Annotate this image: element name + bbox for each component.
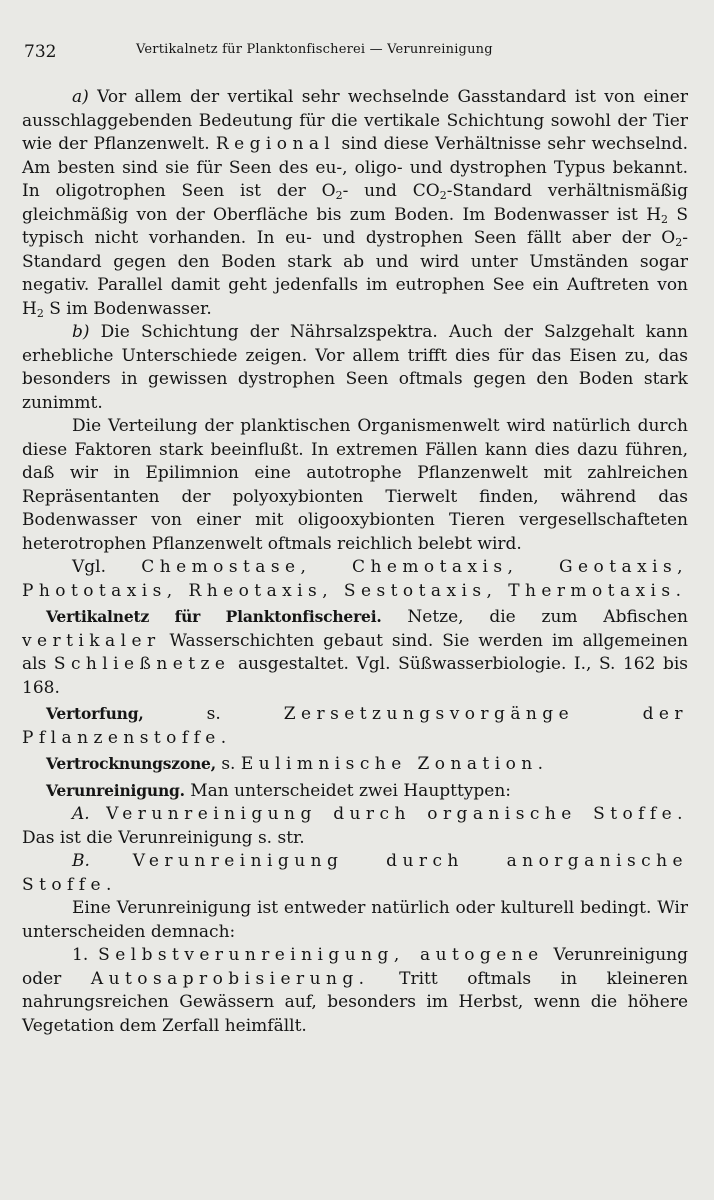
text: -Standard verhältnismäßig gleichmäßig von der Oberfläche bis zum Boden. Im Bodenwasser ist H xyxy=(22,181,688,225)
vgl-prefix: Vgl. xyxy=(72,557,142,577)
text: Verunreinigung oder xyxy=(22,945,688,989)
text: S im Bodenwasser. xyxy=(43,298,212,319)
spaced-term: Eulimnische Zonation. xyxy=(240,754,549,774)
text: -Standard gegen den Boden stark ab und wird unter Umständen sogar negativ. Parallel damit geht jedenfalls im eutrophen See ein Auftreten von H xyxy=(22,228,688,319)
subscript: 2 xyxy=(439,189,447,202)
text: Netze, die zum Abfischen xyxy=(381,607,688,627)
subscript: 2 xyxy=(675,236,683,249)
type-a xyxy=(22,803,688,850)
paragraph-verteilung: Die Verteilung der planktischen Organismenwelt wird natürlich durch diese Faktoren stark beeinflußt. In extremen Fällen kann dies dazu führen, daß wir in Epilimnion eine autotrophe Pflanzenwelt mit zahlreichen Repräsentanten der polyoxybionten Tierwelt finden, während das Bodenwasser von einer mit oligooxybionten Tieren vergesellschafteten heterotrophen Pflanzenwelt oftmals reichlich belebt wird. xyxy=(22,416,688,554)
entry-term: Verunreinigung. xyxy=(46,780,185,800)
text: S typisch nicht vorhanden. In eu- und dystrophen Seen fällt aber der O xyxy=(22,204,688,248)
spaced-term: Verunreinigung durch organische Stoffe. xyxy=(89,804,688,824)
subscript: 2 xyxy=(36,306,44,320)
entry-verunreinigung xyxy=(22,779,688,804)
text: Die Schichtung der Nährsalzspektra. Auch der Salzgehalt kann erhebliche Unterschiede zeigen. Vor allem trifft dies für das Eisen zu, das besonders in gewissen dystrophen Seen oftmals gegen den Boden stark zunimmt. xyxy=(22,322,688,413)
paragraph-b xyxy=(22,321,688,415)
type-b xyxy=(22,850,688,897)
spaced-term: Zersetzungsvorgänge der Pflanzenstoffe. xyxy=(22,704,688,748)
text: Vor allem der vertikal sehr wechselnde Gasstandard ist von einer ausschlaggebenden Bedeutung für die vertikale Schichtung sowohl der Tier wie der Pflanzenwelt. xyxy=(22,87,688,154)
text: Wasserschichten gebaut sind. Sie werden im allgemeinen als xyxy=(22,630,688,674)
text: Man unterscheidet zwei Haupttypen: xyxy=(184,780,512,801)
spaced-term: Verunreinigung durch anorganische Stoffe. xyxy=(22,851,688,895)
spaced-term: Regional xyxy=(215,134,336,154)
text: s. xyxy=(215,754,241,774)
subscript: 2 xyxy=(661,212,669,226)
text: sind diese Verhältnisse sehr wechselnd. Am besten sind sie für Seen des eu-, oligo- und dystrophen Typus bekannt. In oligotrophen Seen ist der O xyxy=(22,134,688,201)
spaced-term: Selbstverunreinigung, autogene xyxy=(98,945,544,965)
spaced-term: Autosaprobisierung. xyxy=(90,968,370,989)
entry-term: Vertrocknungszone, xyxy=(46,754,216,773)
entry-vertikalnetz xyxy=(22,605,688,700)
subscript: 2 xyxy=(335,189,343,202)
page-header xyxy=(24,38,686,68)
spaced-term: Schließnetze xyxy=(53,654,231,674)
page-number: 732 xyxy=(24,42,57,62)
text: ausgestaltet. Vgl. Süßwasserbiologie. I., S. 162 bis 168. xyxy=(22,654,689,698)
entry-term: Vertikalnetz für Planktonfischerei. xyxy=(46,607,382,626)
type-label-b: B. xyxy=(72,851,90,871)
page-body xyxy=(22,86,688,1038)
type-label-a: A. xyxy=(72,804,90,824)
text: Tritt oftmals in kleineren nahrungsreichen Gewässern auf, besonders im Herbst, wenn die höhere Vegetation dem Zerfall heimfällt. xyxy=(22,968,688,1036)
entry-vertrocknungszone xyxy=(22,752,688,777)
paragraph-vgl xyxy=(22,556,688,603)
paragraph-a xyxy=(22,86,688,321)
text: s. xyxy=(143,704,284,724)
item-label-a: a) xyxy=(72,87,89,107)
entry-term: Vertorfung, xyxy=(46,704,144,723)
item-number: 1. xyxy=(72,945,99,965)
running-head: Vertikalnetz für Planktonfischerei — Verunreinigung xyxy=(136,42,493,57)
entry-vertorfung xyxy=(22,702,688,750)
paragraph-eine: Eine Verunreinigung ist entweder natürlich oder kulturell bedingt. Wir unterscheiden demnach: xyxy=(22,898,688,942)
cross-references: Chemostase, Chemotaxis, Geotaxis, Phototaxis, Rheotaxis, Sestotaxis, Thermotaxis. xyxy=(22,557,688,601)
text: Das ist die Verunreinigung s. str. xyxy=(22,827,305,848)
spaced-term: vertikaler xyxy=(22,630,161,651)
text: - und CO xyxy=(342,181,440,201)
list-item-1 xyxy=(22,944,688,1038)
item-label-b: b) xyxy=(72,322,90,342)
